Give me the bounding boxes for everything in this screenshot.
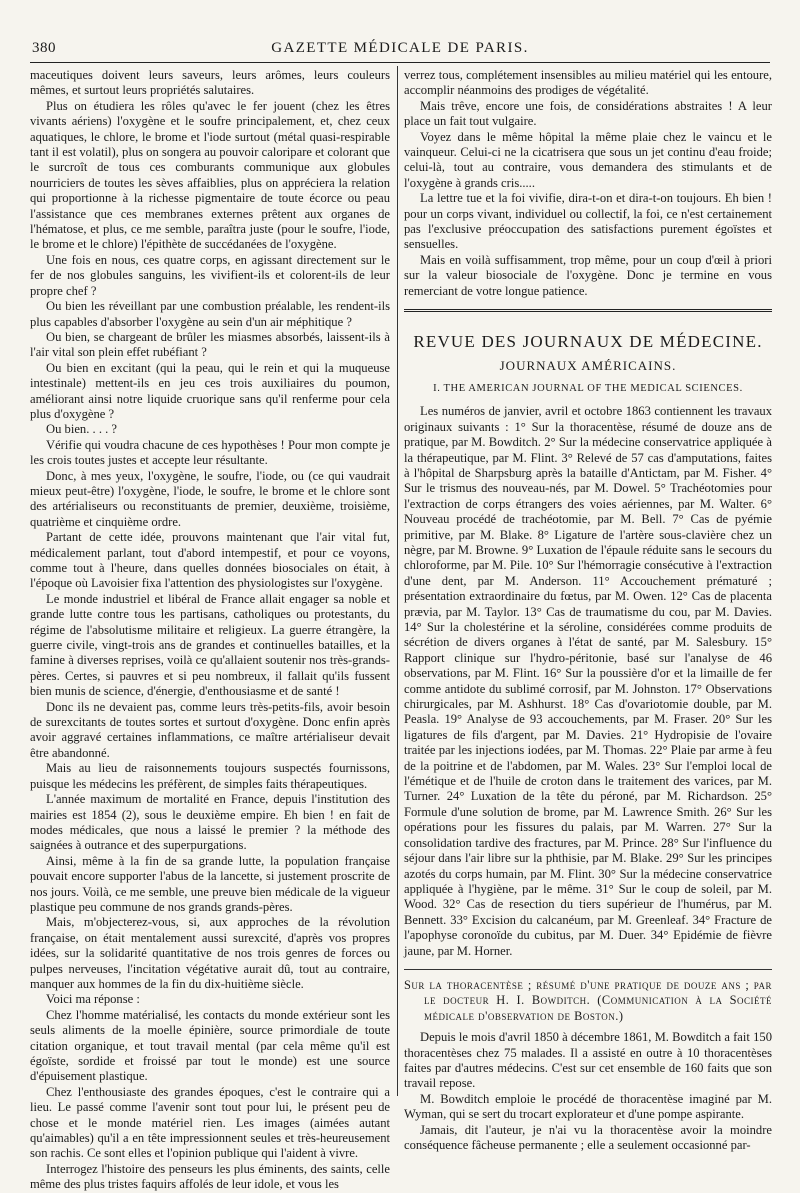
paragraph: Donc ils ne devaient pas, comme leurs très-petits-fils, avoir besoin de surexcitants de toutes sortes et surtout d'oxygène. Donc enfin après avoir aggravé certaines inflammations, ce maître artérialiseur devait être abandonné. [30, 699, 390, 760]
paragraph: La lettre tue et la foi vivifie, dira-t-on et dira-t-on toujours. Eh bien ! pour un corps vivant, individuel ou collectif, la foi, ce n'est certainement pas l'exclusive préoccupation des satisfactions purement égoïstes et sensuelles. [404, 191, 772, 252]
paragraph: verrez tous, complétement insensibles au milieu matériel qui les entoure, accomplir néanmoins des prodiges de végétalité. [404, 68, 772, 98]
paragraph: Chez l'enthousiaste des grandes époques, c'est le contraire qui a lieu. Le passé comme l'avenir sont tout pour lui, le présent peu de chose et le monde matériel rien. Les images (aimées autant qu'aimables) qu'il a en tête impressionnent seules et très-heureusement son rachis. Ce sont elles et l'opinion publique qui l'aident à vivre. [30, 1084, 390, 1161]
article-rule [404, 969, 772, 970]
paragraph: Mais en voilà suffisamment, trop même, pour un coup d'œil à priori sur la valeur biosociale de l'oxygène. Donc je termine en vous remerciant de votre longue patience. [404, 252, 772, 298]
page-number: 380 [32, 40, 56, 56]
paragraph: Ou bien, se chargeant de brûler les miasmes absorbés, laissent-ils à l'air vital son plein effet rubéfiant ? [30, 329, 390, 360]
review-title: REVUE DES JOURNAUX DE MÉDECINE. [413, 332, 763, 352]
right-column [404, 68, 772, 1152]
article-heading: Sur la thoracentèse ; résumé d'une pratique de douze ans ; par le docteur H. I. Bowditch. (Communication à la Société médicale d'observation de Boston.) [404, 977, 772, 1023]
paragraph: Une fois en nous, ces quatre corps, en agissant directement sur le fer de nos globules sanguins, les vivifient-ils et colorent-ils de leur propre chef ? [30, 252, 390, 298]
paragraph: Vérifie qui voudra chacune de ces hypothèses ! Pour mon compte je les crois toutes justes et accepte leur résultante. [30, 437, 390, 468]
article-paragraph: M. Bowditch emploie le procédé de thoracentèse imaginé par M. Wyman, qui se sert du trocart explorateur et d'une pompe aspirante. [404, 1091, 772, 1122]
paragraph: maceutiques doivent leurs saveurs, leurs arômes, leurs couleurs mêmes, et surtout leurs propriétés salutaires. [30, 68, 390, 98]
journal-title: GAZETTE MÉDICALE DE PARIS. [271, 40, 529, 56]
paragraph: Ou bien en excitant (qui la peau, qui le rein et qui la muqueuse intestinale) mettent-ils en jeu ces trois auxiliaires du poumon, améliorant ainsi notre liquide cruorique sans qu'il renferme pour cela plus d'oxygène ? [30, 360, 390, 421]
paragraph: L'année maximum de mortalité en France, depuis l'institution des mairies est 1854 (2), sous le deuxième empire. Eh bien ! en fait de modes médicales, que nous a laissé le premier ? la méthode des saignées à outrance et des superpurgations. [30, 792, 390, 853]
column-divider [397, 66, 398, 1096]
paragraph: Donc, à mes yeux, l'oxygène, le soufre, l'iode, ou (ce qui vaudrait mieux peut-être) l'oxygène, l'iode, le soufre, le brome et le chlore sont des artérialiseurs ou reconstituants de premier, deuxième, troisième, quatrième et cinquième ordre. [30, 468, 390, 529]
paragraph: Ou bien les réveillant par une combustion préalable, les rendent-ils plus capables d'absorber l'oxygène au sein d'un air méphitique ? [30, 299, 390, 329]
paragraph: Ou bien. . . . ? [46, 422, 117, 437]
paragraph: Mais au lieu de raisonnements toujours suspectés fournissons, puisque les médecins les préfèrent, de simples faits thérapeutiques. [30, 761, 390, 791]
article-paragraph: Depuis le mois d'avril 1850 à décembre 1861, M. Bowditch a fait 150 thoracentèses chez 75 malades. Il a assisté en outre à 10 thoracentèses faites par d'autres médecins. C'est sur cet ensemble de 160 faits que son travail repose. [404, 1030, 772, 1091]
page-header [30, 36, 770, 60]
paragraph: Interrogez l'histoire des penseurs les plus éminents, des saints, celle même des plus tristes faquirs affolés de leur idole, et vous les [30, 1161, 390, 1192]
paragraph: Mais trêve, encore une fois, de considérations abstraites ! A leur place un fait tout vulgaire. [404, 98, 772, 129]
paragraph: Plus on étudiera les rôles qu'avec le fer jouent (chez les êtres vivants aériens) l'oxygène et le soufre principalement, et, chez ceux aquatiques, le chlore, le brome et l'iode surtout (métal quasi-respirable tant il est volatil), plus on songera au pouvoir caloripare et colorant que le surcroît de tous ces comburants communique aux globules nourriciers de toutes les sèves affaiblies, plus on appréciera la relation qui proportionne à la richesse pigmentaire de toute écorce ou peau l'assistance que ces membranes externes prêtent aux organes de l'hématose, et plus, ce me semble, paraîtra juste (pour le soufre, l'iode, le brome et le chlore) l'épithète de succédanées de l'oxygène. [30, 98, 390, 252]
review-section-heading: I. THE AMERICAN JOURNAL OF THE MEDICAL SCIENCES. [433, 382, 743, 394]
paragraph: Voyez dans le même hôpital la même plaie chez le vaincu et le vainqueur. Celui-ci ne la cicatrisera que sous un jet continu d'eau froide; celui-là, tout au contraire, vous demandera des stimulants et de l'oxygène à grands cris..... [404, 129, 772, 190]
paragraph: Chez l'homme matérialisé, les contacts du monde extérieur sont les seuls aliments de la moelle épinière, source primordiale de toute citation organique, et tout travail mental (par cela même qu'il est égoïste, sordide et froissé par tout le monde) est une source d'épuisement plastique. [30, 1007, 390, 1084]
section-double-rule [404, 309, 772, 312]
left-column [30, 68, 390, 1192]
paragraph: Voici ma réponse : [46, 992, 140, 1007]
review-summary: Les numéros de janvier, avril et octobre 1863 contiennent les travaux originaux suivants : 1° Sur la thoracentèse, résumé de douze ans de pratique, par M. Bowditch. 2° Sur la médecine conservatrice appliquée à la thérapeutique, par M. Flint. 3° Relevé de 57 cas d'amputations, faites à l'hôpital de Sharpsburg après la bataille d'Antictam, par M. Fisher. 4° Sur le trismus des nouveau-nés, par M. Dowel. 5° Trachéotomies pour l'extraction de corps étrangers des voies aériennes, par M. Walter. 6° Nouveau procédé de trachéotomie, par M. Bell. 7° Cas de pyémie primitive, par M. Blake. 8° Ligature de l'artère sous-clavière chez un nègre, par M. Browne. 9° Luxation de l'épaule réduite sans le secours du chloroforme, par M. Pile. 10° Sur l'hémorragie consécutive à l'extraction d'une dent, par M. Anderson. 11° Accouchement prématuré ; présentation extraordinaire du fœtus, par M. Owen. 12° Cas de placenta prævia, par M. Taylor. 13° Cas de traumatisme du cou, par M. Davies. 14° Sur la cholestérine et la séroline, considérées comme produits de sécrétion de divers organes à l'état de santé, par M. Salesbury. 15° Rapport clinique sur l'hydro-péritonie, basé sur l'analyse de 46 observations, par M. Flint. 16° Sur la poussière d'or et la limaille de fer comme antidote du sublimé corrosif, par M. Johnston. 17° Observations chirurgicales, par M. Ashhurst. 18° Cas d'ovariotomie double, par M. Peasla. 19° Analyse de 93 accouchements, par M. Fraser. 20° Sur les ligatures de fils d'argent, par M. Davies. 21° Hydropisie de l'ovaire traitée par les injections iodées, par M. Thomas. 22° Plaie par arme à feu de la poitrine et de l'abdomen, par M. Wales. 23° Sur l'emploi local de l'émétique et de l'huile de croton dans le traitement des varices, par M. Turner. 24° Luxation de la tête du péroné, par M. Richardson. 25° Formule d'une solution de brome, par M. Lawrence Smith. 26° Sur les opérations pour les fissures du palais, par M. Warren. 27° Sur la consolidation tardive des fractures, par M. Prince. 28° Sur l'influence du séjour dans l'air libre sur la phthisie, par M. Blake. 29° Sur les principes azotés du corps humain, par M. Flint. 30° Sur la médecine conservatrice appliquée à l'hygiène, par le même. 31° Sur le coup de soleil, par M. Wood. 32° Cas de resection du tiers supérieur de l'humérus, par M. Bennett. 33° Excision du calcanéum, par M. Greenleaf. 34° Fracture de l'apophyse coronoïde du cubitus, par M. Duer. 34° Epidémie de fièvre jaune, par M. Horner. [404, 404, 772, 958]
paragraph: Ainsi, même à la fin de sa grande lutte, la population française pouvait encore supporter l'abus de la lancette, si justement proscrite de nos jours. Voilà, ce me semble, une preuve bien médicale de la vigueur plastique peu commune de nos grands grands-pères. [30, 853, 390, 914]
paragraph: Mais, m'objecterez-vous, si, aux approches de la révolution française, on était mentalement aussi surexcité, d'après vos propres idées, sur la solidarité quantitative de nos trois genres de forces ou pulpes nerveuses, l'incitation végétative aurait dû, tout au contraire, manquer aux hommes de la fin du dix-huitième siècle. [30, 915, 390, 991]
review-subtitle: JOURNAUX AMÉRICAINS. [499, 357, 677, 373]
article-paragraph: Jamais, dit l'auteur, je n'ai vu la thoracentèse avoir la moindre conséquence fâcheuse permanente ; elle a seulement occasionné par- [404, 1122, 772, 1152]
paragraph: Partant de cette idée, prouvons maintenant que l'air vital fut, médicalement parlant, tout d'abord intempestif, et pour ce voyons, comme tout à l'heure, dans quelles données biosociales on était, à l'époque où Lavoisier fixa l'attention des physiologistes sur l'oxygène. [30, 530, 390, 591]
paragraph: Le monde industriel et libéral de France allait engager sa noble et grande lutte contre tous les partisans, catholiques ou protestants, du régime de l'absolutisme militaire et religieux. La guerre étrangère, la guerre civile, vingt-trois ans de grandes et continuelles batailles, et la famine à diverses reprises, voilà ce qu'allaient soutenir nos très-grands-pères. Certes, si pauvres et si peu nombreux, il fallait qu'ils fussent bien munis de science, d'énergie, d'enthousiasme et de santé ! [30, 591, 390, 699]
header-rule [30, 62, 770, 63]
